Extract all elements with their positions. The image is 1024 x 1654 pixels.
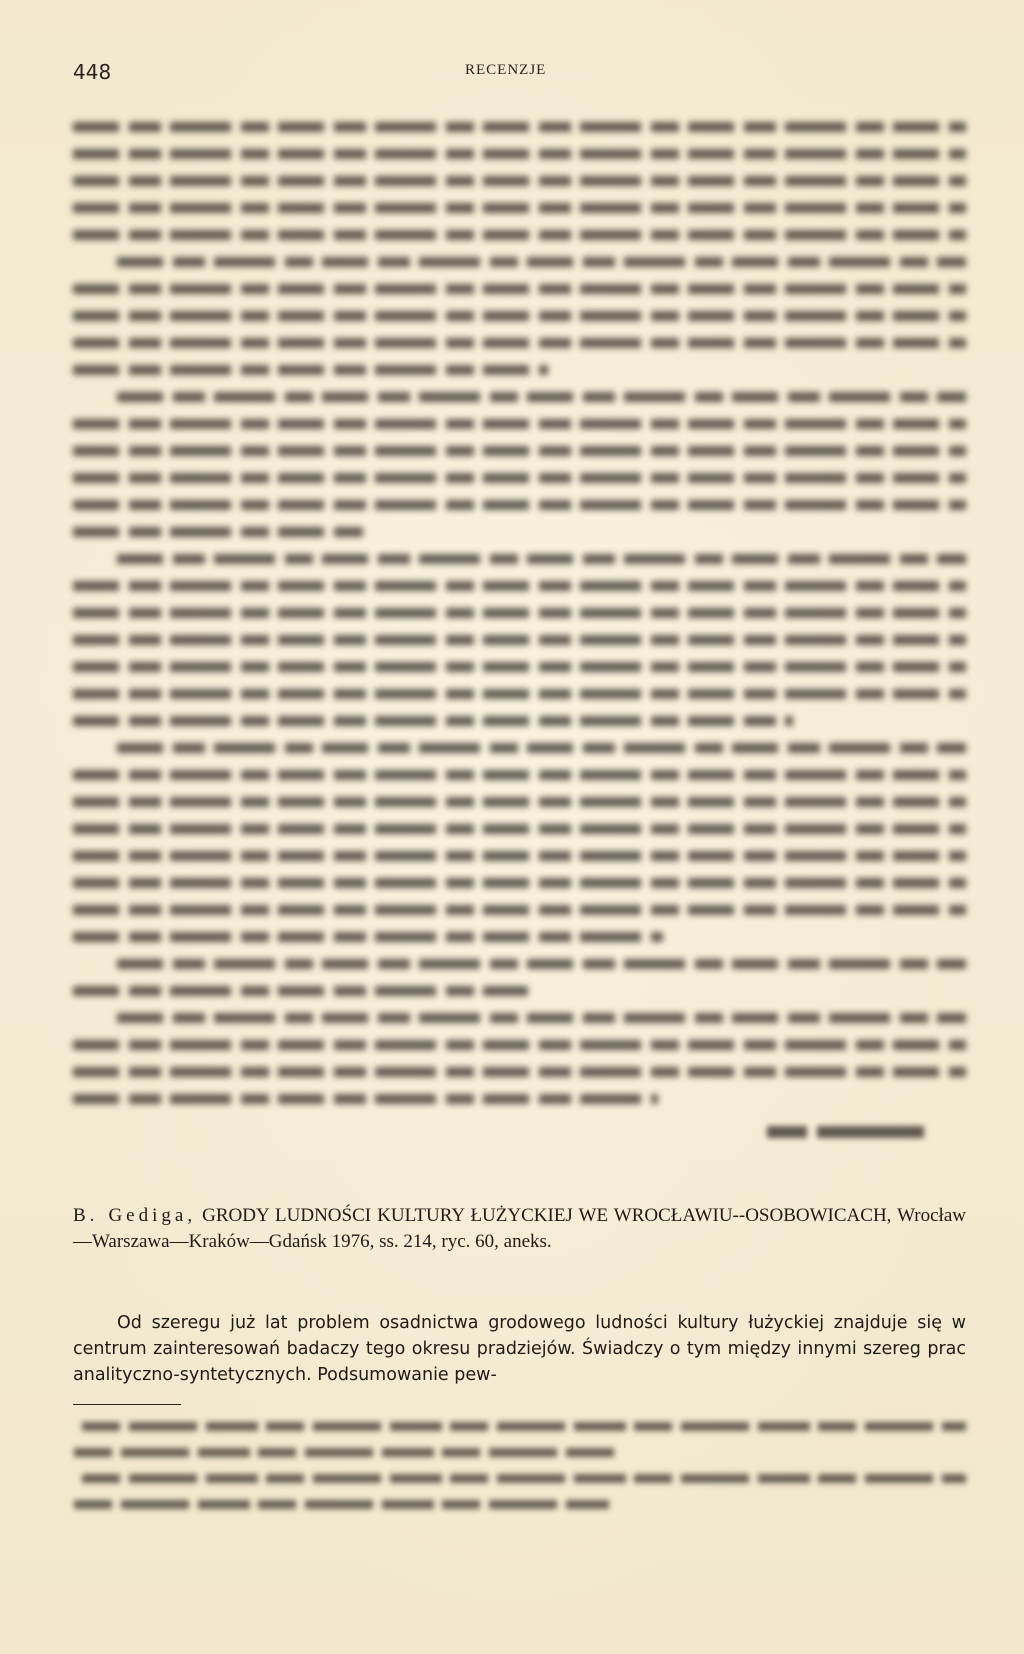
blurred-previous-review-text: [73, 122, 966, 1121]
review-author: B. Gediga,: [73, 1205, 197, 1226]
review-paragraph: Od szeregu już lat problem osadnictwa grodowego ludności kultury łużyckiej znajduje się w centrum zainteresowań badaczy tego okresu pradziejów. Świadczy o tym między innymi szereg prac analityczno-syntetycznych. Podsumowanie pew-: [73, 1313, 966, 1385]
review-publication-details: Wrocław—Warszawa—Kraków—Gdańsk 1976, ss. 214, ryc. 60, aneks.: [73, 1205, 966, 1252]
running-head: RECENZJE: [465, 62, 547, 78]
review-body: [73, 1310, 966, 1388]
footnote-divider: [73, 1404, 181, 1405]
review-bibliographic-heading: [73, 1203, 966, 1255]
page-header: [73, 60, 973, 90]
blurred-footnotes: [82, 1422, 966, 1526]
page-number: 448: [73, 60, 112, 84]
blurred-reviewer-signature: [767, 1126, 924, 1138]
review-book-title: GRODY LUDNOŚCI KULTURY ŁUŻYCKIEJ WE WROCŁAWIU--OSOBOWICACH,: [202, 1205, 892, 1226]
